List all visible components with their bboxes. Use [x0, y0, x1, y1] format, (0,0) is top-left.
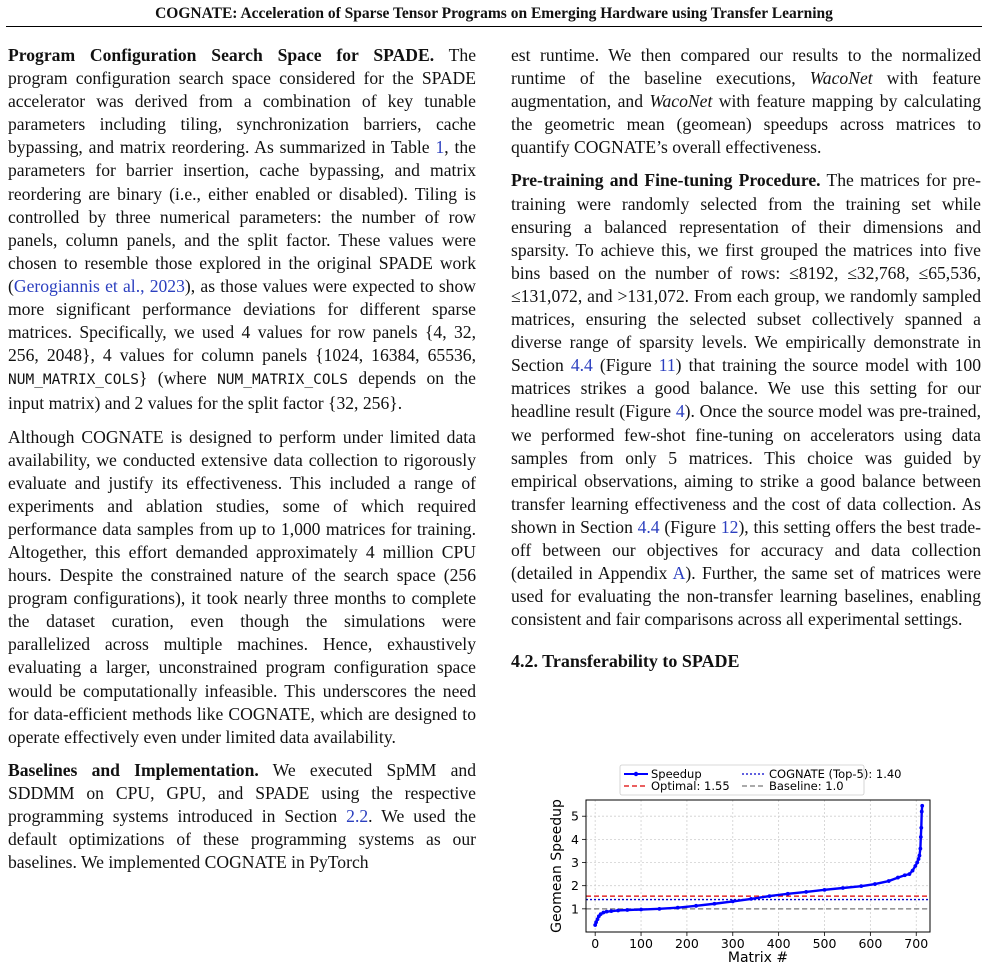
legend-entry: COGNATE (Top-5): 1.40: [769, 767, 902, 781]
speedup-point: [911, 869, 915, 873]
appendix-ref-link[interactable]: A: [672, 563, 686, 584]
section-ref-link[interactable]: 4.4: [637, 516, 660, 537]
speedup-point: [749, 897, 753, 901]
text-run: } (where: [138, 368, 218, 389]
text-run: . We used the default optimizations of these programming systems as our baselines. We implemented COGNATE in PyTorch: [8, 806, 476, 873]
text-run: ) that training the source model with 100 matrices strikes a good balance. We use this setting for our headline result (Figure: [511, 355, 982, 422]
speedup-point: [602, 911, 606, 915]
table-ref-link[interactable]: 1: [435, 137, 445, 158]
section-ref-link[interactable]: 2.2: [346, 806, 369, 826]
x-tick-label: 0: [591, 936, 600, 951]
text-run: , the parameters for barrier insertion, cache bypassing, and matrix reordering are binary (i.e., either enabled or disabled). Tiling is controlled by three numerical parameters: the number of row panels, column panels, and the split factor. These values were chosen to resemble those explored in the original SPADE work (: [8, 137, 476, 296]
speedup-point: [616, 909, 620, 913]
y-tick-label: 2: [571, 878, 579, 894]
figure-ref-link[interactable]: 4: [675, 401, 685, 422]
x-tick-label: 100: [629, 936, 653, 951]
y-tick-label: 3: [571, 855, 579, 871]
y-axis-label: Geomean Speedup: [549, 799, 565, 933]
speedup-line: [595, 806, 922, 925]
text-run: est runtime. We then compared our results to the normalized runtime of the baseline executions,: [511, 45, 981, 89]
code-literal: NUM_MATRIX_COLS: [217, 372, 349, 389]
code-literal: NUM_MATRIX_COLS: [8, 372, 139, 389]
emphasis: WacoNet: [809, 68, 873, 89]
speedup-point: [694, 904, 698, 908]
speedup-point: [920, 804, 924, 808]
speedup-point: [915, 861, 919, 865]
speedup-point: [873, 882, 877, 886]
speedup-point: [605, 910, 609, 914]
speedup-chart: [548, 762, 938, 963]
paragraph-evaluation: [511, 44, 981, 159]
figure-ref-link[interactable]: 12: [720, 516, 739, 537]
speedup-point: [859, 884, 863, 888]
y-tick-label: 5: [571, 808, 579, 824]
header-rule: [6, 26, 982, 27]
speedup-point: [657, 907, 661, 911]
run-in-heading: Baselines and Implementation.: [8, 759, 259, 780]
speedup-figure: [548, 762, 938, 963]
emphasis: WacoNet: [649, 91, 713, 112]
legend-entry: Baseline: 1.0: [769, 779, 844, 793]
plot-frame: [586, 800, 930, 932]
y-tick-label: 1: [571, 901, 579, 917]
text-run: ), as those values were expected to show more significant performance deviations for different sparse matrices. Specifically, we used 4 values for row panels {4, 32, 256, 2048}, 4 values for column panels {1024, 16384, 65536,: [8, 275, 476, 366]
speedup-point: [713, 902, 717, 906]
speedup-point: [918, 854, 922, 858]
speedup-point: [625, 908, 629, 912]
x-tick-label: 300: [720, 936, 745, 951]
text-run: (Figure: [659, 516, 721, 537]
speedup-point: [841, 886, 845, 890]
legend-entry: Optimal: 1.55: [651, 779, 730, 793]
text-run: with feature mapping by calculating the geometric mean (geomean) speedups across matrices to quantify COGNATE’s overall effectiveness.: [511, 91, 981, 158]
speedup-point: [804, 890, 808, 894]
x-tick-label: 500: [812, 936, 837, 951]
x-tick-label: 600: [858, 936, 883, 951]
speedup-point: [918, 847, 922, 851]
paragraph-pretraining: [511, 169, 981, 631]
speedup-point: [731, 900, 735, 904]
paragraph-baselines: [8, 759, 476, 874]
chart-legend: [620, 765, 902, 795]
text-run: ). Further, the same set of matrices were used for evaluating the non-transfer learning baselines, enabling consistent and fair comparisons across all experimental settings.: [511, 563, 982, 630]
speedup-point: [896, 876, 900, 880]
speedup-point: [639, 908, 643, 912]
text-run: with feature augmentation, and: [511, 68, 981, 112]
x-tick-label: 200: [674, 936, 699, 951]
x-tick-label: 400: [766, 936, 791, 951]
speedup-point: [676, 906, 680, 910]
y-tick-label: 4: [571, 831, 579, 847]
text-run: The matrices for pre-training were randomly selected from the training set while ensuring a balanced representation of their dimensions and sparsity. To achieve this, we first grouped the matrices into five bins based on the number of rows: ≤8192, ≤32,768, ≤65,536, ≤131,072, and >131,072. From each group, we randomly sampled matrices, ensuring the selected subset collectively spanned a diverse range of sparsity levels. We empirically demonstrate in Section: [511, 170, 982, 376]
paragraph-search-space: [8, 44, 476, 416]
speedup-point: [913, 864, 917, 868]
section-ref-link[interactable]: 4.4: [570, 355, 593, 376]
speedup-point: [823, 888, 827, 892]
citation-link[interactable]: Gerogiannis et al., 2023: [13, 275, 185, 296]
right-column: [511, 44, 981, 673]
grid-layer: [586, 800, 930, 932]
speedup-point: [887, 879, 891, 883]
legend-entry: Speedup: [651, 767, 702, 781]
legend-marker: [634, 772, 638, 776]
figure-ref-link[interactable]: 11: [658, 355, 676, 376]
run-in-heading: Pre-training and Fine-tuning Procedure.: [511, 170, 821, 191]
x-tick-label: 700: [904, 936, 929, 951]
x-axis-label: Matrix #: [727, 950, 789, 963]
running-title: COGNATE: Acceleration of Sparse Tensor Programs on Emerging Hardware using Transfer Learning: [155, 5, 833, 22]
paragraph-data-collection: Although COGNATE is designed to perform under limited data availability, we conducted extensive data collection to rigorously evaluate and justify its effectiveness. This included a range of experiments and ablation studies, some of which required performance data samples from up to 1,000 matrices for training. Altogether, this effort demanded approximately 4 million CPU hours. Despite the constrained nature of the search space (256 program configurations), it took nearly three months to complete the dataset curation, even though the simulations were parallelized across multiple machines. Hence, exhaustively evaluating a larger, unconstrained program configuration space would be computationally infeasible. This underscores the need for data-efficient methods like COGNATE, which are designed to operate effectively even under limited data availability.: [8, 426, 476, 747]
left-column: [8, 44, 476, 884]
speedup-point: [920, 810, 924, 814]
text-run: ), this setting offers the best trade-off between our objectives for accuracy and data collection (detailed in Appendix: [511, 516, 981, 584]
speedup-point: [903, 873, 907, 877]
text-run: depends on the input matrix) and 2 values for the split factor {32, 256}.: [8, 368, 476, 414]
speedup-point: [907, 872, 911, 876]
tick-layer: [571, 809, 928, 951]
text-run: The program configuration search space considered for the SPADE accelerator was derived from a combination of key tunable parameters including tiling, synchronization barriers, cache bypassing, and matrix reordering. As summarized in Table: [8, 45, 476, 158]
speedup-point: [919, 835, 923, 839]
speedup-point: [917, 857, 921, 861]
speedup-point: [919, 826, 923, 830]
speedup-point: [768, 894, 772, 898]
text-run: (Figure: [592, 355, 659, 376]
text-run: ). Once the source model was pre-trained, we performed few-shot fine-tuning on accelerators using data samples from only 5 matrices. This choice was guided by empirical observations, aiming to strike a good balance between transfer learning effectiveness and the cost of data collection. As shown in Section: [511, 401, 982, 537]
speedup-point: [786, 892, 790, 896]
run-in-heading: Program Configuration Search Space for SPADE.: [8, 45, 435, 65]
running-head: [0, 0, 988, 27]
text-run: We executed SpMM and SDDMM on CPU, GPU, and SPADE using the respective programming systems introduced in Section: [8, 759, 476, 826]
speedup-point: [609, 909, 613, 913]
section-heading: 4.2. Transferability to SPADE: [511, 651, 740, 672]
